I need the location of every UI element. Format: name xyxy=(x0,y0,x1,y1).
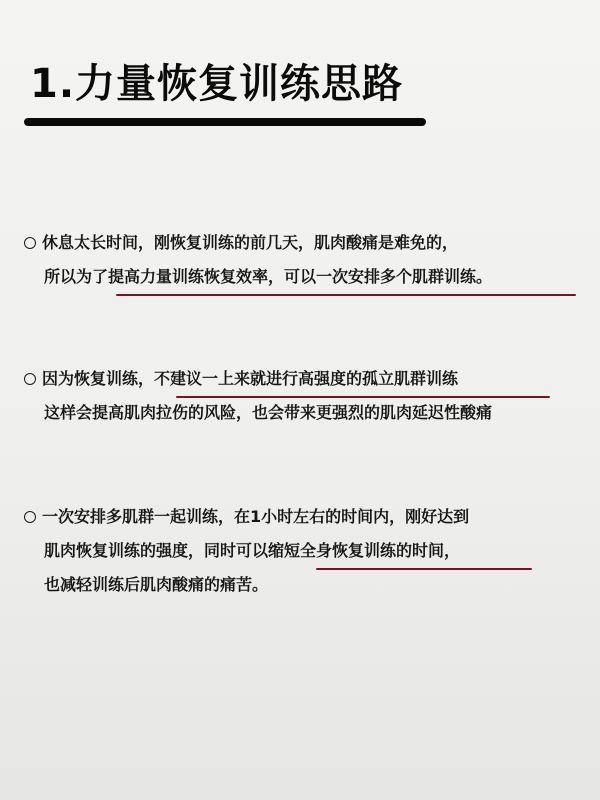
point-3-text-2: 肌肉恢复训练的强度，同时可以缩短全身恢复训练的时间， xyxy=(44,541,461,560)
point-3-line-3 xyxy=(24,568,588,602)
point-1-line-2 xyxy=(24,260,588,294)
highlight-underline xyxy=(116,294,576,296)
point-3-text-1: 一次安排多肌群一起训练，在1小时左右的时间内，刚好达到 xyxy=(42,507,470,526)
point-1-line-1 xyxy=(24,226,588,260)
circle-bullet-icon xyxy=(24,237,36,249)
point-1 xyxy=(24,226,588,294)
page-title: 1.力量恢复训练思路 xyxy=(30,61,404,107)
title-underline-bar xyxy=(24,118,426,126)
point-1-text-1: 休息太长时间，刚恢复训练的前几天，肌肉酸痛是难免的， xyxy=(42,233,459,252)
point-2-text-2: 这样会提高肌肉拉伤的风险，也会带来更强烈的肌肉延迟性酸痛 xyxy=(44,403,493,422)
point-2-line-1 xyxy=(24,362,588,396)
circle-bullet-icon xyxy=(24,373,36,385)
point-2 xyxy=(24,362,588,430)
point-3 xyxy=(24,500,588,602)
point-2-text-1: 因为恢复训练，不建议一上来就进行高强度的孤立肌群训练 xyxy=(42,369,459,388)
point-2-line-2 xyxy=(24,396,588,430)
circle-bullet-icon xyxy=(24,511,36,523)
point-3-text-3: 也减轻训练后肌肉酸痛的痛苦。 xyxy=(44,575,269,594)
point-3-line-2 xyxy=(24,534,588,568)
point-1-text-2: 所以为了提高力量训练恢复效率，可以一次安排多个肌群训练。 xyxy=(44,267,493,286)
point-3-line-1 xyxy=(24,500,588,534)
